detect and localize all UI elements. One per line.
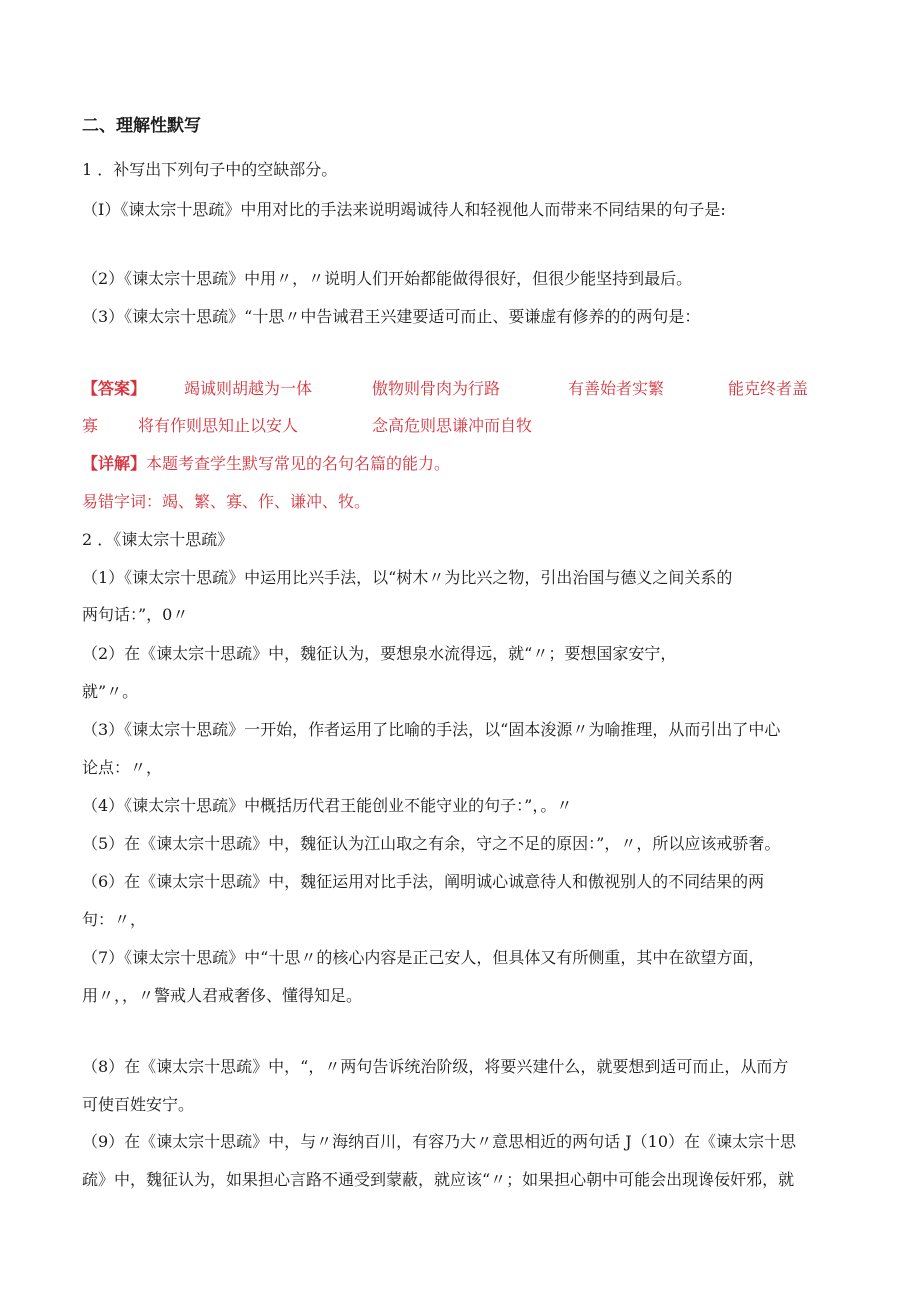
q2-item-4: （4）《谏太宗十思疏》中概括历代君王能创业不能守业的句子：”，。〃 — [82, 796, 573, 815]
q1-intro: 1 ．补写出下列句子中的空缺部分。 — [82, 160, 338, 179]
q2-item-5: （5）在《谏太宗十思疏》中，魏征认为江山取之有余，守之不足的原因：”，〃，所以应该戒骄奢。 — [82, 834, 781, 853]
q2-item-2: （2）在《谏太宗十思疏》中，魏征认为，要想泉水流得远，就“〃；要想国家安宁， — [82, 644, 677, 663]
q1-sentence-1: （I）《谏太宗十思疏》中用对比的手法来说明竭诚待人和轻视他人而带来不同结果的句子是: — [82, 200, 726, 219]
q2-item-6: （6）在《谏太宗十思疏》中，魏征运用对比手法，阐明诚心诚意待人和傲视别人的不同结果的两 — [82, 872, 765, 891]
answer-item: 能克终者盖 — [728, 379, 809, 398]
answer-item: 傲物则骨肉为行路 — [372, 379, 501, 398]
explanation — [82, 452, 450, 476]
q2-item-9: （9）在《谏太宗十思疏》中，与〃海纳百川，有容乃大〃意思相近的两句话 J（10）在《谏太宗十思 — [82, 1132, 797, 1151]
q2-item-3-cont: 论点：〃， — [82, 758, 163, 777]
answer-row-2 — [82, 414, 842, 438]
answer-label: 【答案】 — [82, 379, 147, 398]
answer-item: 竭诚则胡越为一体 — [184, 379, 313, 398]
q2-item-1-cont: 两句话：”，0〃 — [82, 605, 189, 624]
explanation-label: 【详解】 — [82, 454, 147, 473]
q2-item-8-cont: 可使百姓安宁。 — [82, 1095, 195, 1114]
q2-item-6-cont: 句：〃， — [82, 910, 147, 929]
answer-item: 将有作则思知止以安人 — [138, 416, 299, 435]
q2-item-8: （8）在《谏太宗十思疏》中，“，〃两句告诉统治阶级，将要兴建什么，就要想到适可而止，从而方 — [82, 1057, 789, 1076]
q1-sentence-2: （2）《谏太宗十思疏》中用〃，〃说明人们开始都能做得很好，但很少能坚持到最后。 — [82, 269, 693, 288]
answer-item: 有善始者实繁 — [568, 379, 665, 398]
answer-row-1 — [82, 377, 842, 401]
section-heading: 二、理解性默写 — [82, 116, 201, 136]
error-prone-words: 易错字词：竭、繁、寡、作、谦冲、牧。 — [82, 492, 371, 511]
answer-item: 寡 — [82, 416, 99, 435]
explanation-text: 本题考查学生默写常见的名句名篇的能力。 — [146, 454, 451, 473]
q2-item-2-cont: 就”〃。 — [82, 682, 139, 701]
q2-item-1: （1）《谏太宗十思疏》中运用比兴手法，以“树木〃为比兴之物，引出治国与德义之间关系的 — [82, 568, 733, 587]
q2-item-10: 疏》中，魏征认为，如果担心言路不通受到蒙蔽，就应该“〃；如果担心朝中可能会出现谗佞奸邪，就 — [82, 1170, 795, 1189]
q2-item-7: （7）《谏太宗十思疏》中“十思〃的核心内容是正己安人，但具体又有所侧重，其中在欲望方面， — [82, 948, 765, 967]
q2-item-7-cont: 用〃，，〃警戒人君戒奢侈、懂得知足。 — [82, 986, 363, 1005]
q2-title: 2 ．《谏太宗十思疏》 — [82, 530, 234, 549]
q2-item-3: （3）《谏太宗十思疏》一开始，作者运用了比喻的手法，以“固本浚源〃为喻推理，从而引出了中心 — [82, 720, 781, 739]
q1-sentence-3: （3）《谏太宗十思疏》“十思〃中告诫君王兴建要适可而止、要谦虚有修养的的两句是： — [82, 307, 701, 326]
answer-item: 念高危则思谦冲而自牧 — [372, 416, 533, 435]
